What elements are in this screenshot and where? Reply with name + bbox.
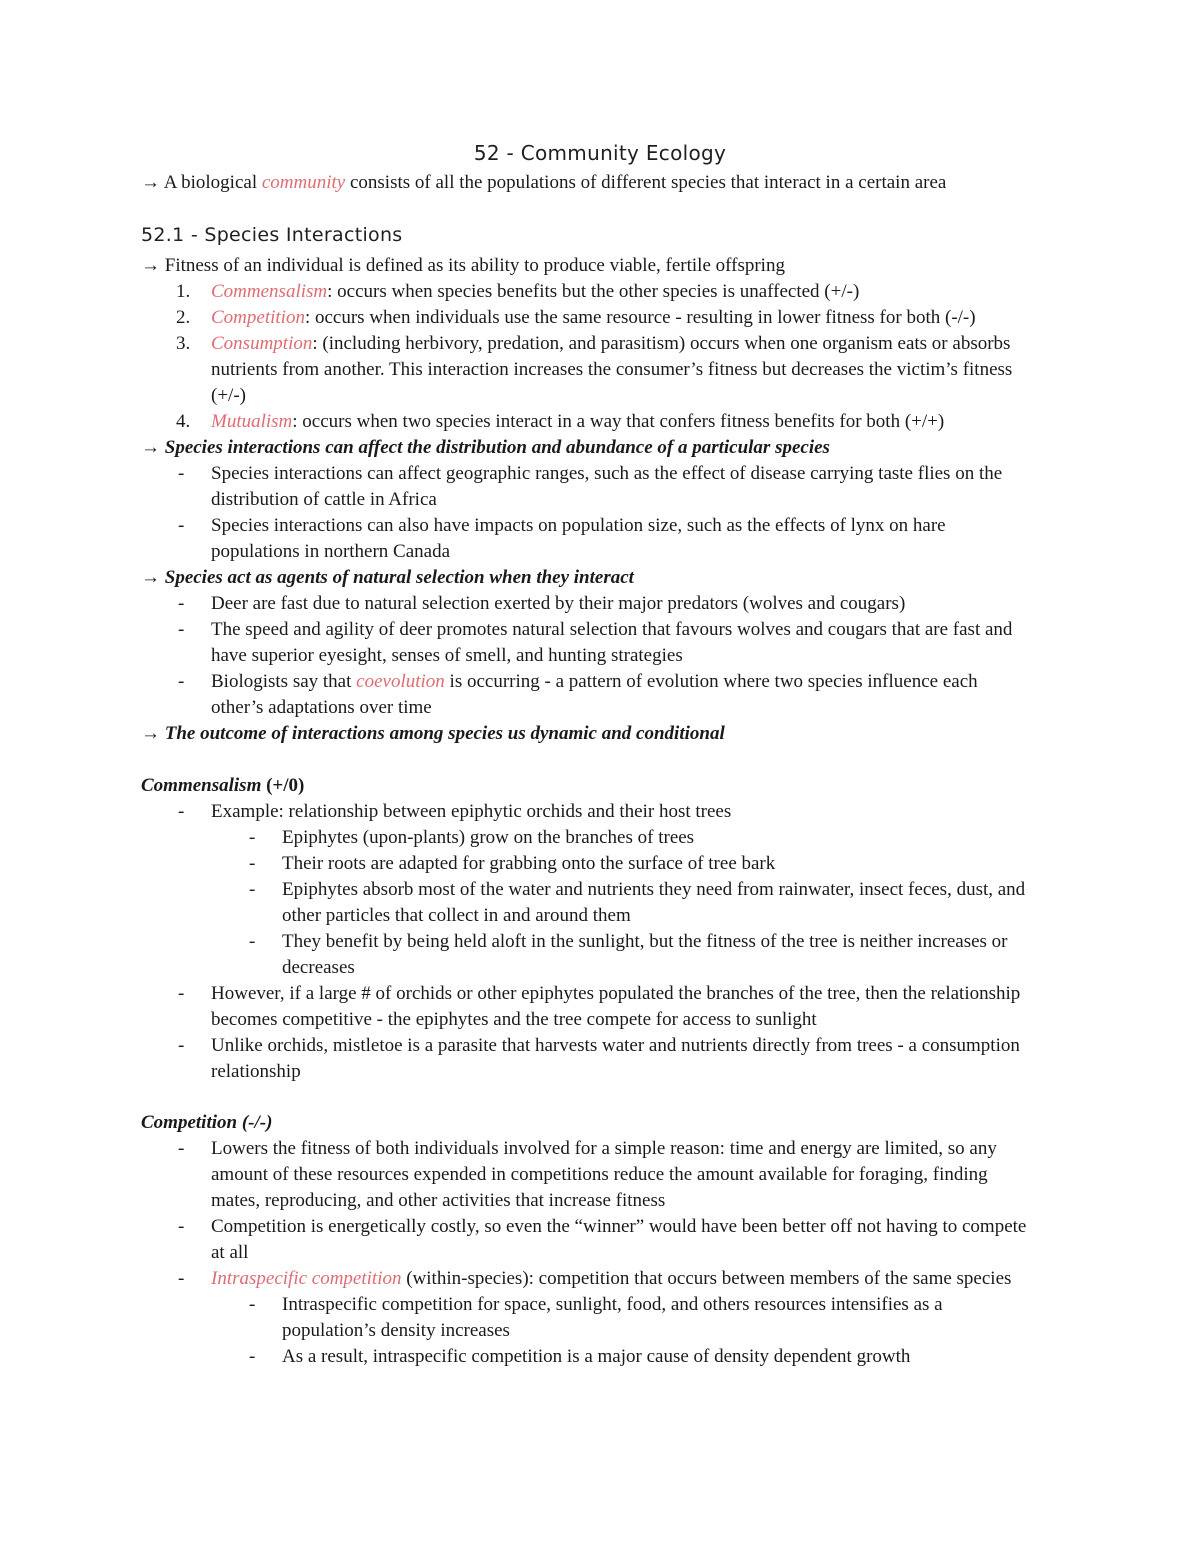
- bullet-dash: -: [178, 619, 185, 640]
- sub-bullet-text: As a result, intraspecific competition is a major cause of density dependent growth: [282, 1346, 911, 1367]
- subheading: → The outcome of interactions among species us dynamic and conditional: [141, 723, 725, 744]
- term-coevolution: coevolution: [356, 671, 445, 692]
- fitness-line: → Fitness of an individual is defined as its ability to produce viable, fertile offspring: [141, 255, 785, 276]
- bullet-text: relationship: [211, 1061, 301, 1082]
- sub-bullet-text: population’s density increases: [282, 1320, 510, 1341]
- bullet-text: Deer are fast due to natural selection exerted by their major predators (wolves and cougars): [211, 593, 906, 614]
- bullet-dash: -: [178, 1216, 185, 1237]
- term-competition: Competition: [211, 307, 305, 328]
- list-item-continued: (+/-): [211, 385, 246, 406]
- bullet-text: amount of these resources expended in competitions reduce the amount available for foraging, finding: [211, 1164, 988, 1185]
- list-item: Mutualism: occurs when two species interact in a way that confers fitness benefits for both (+/+): [211, 411, 945, 432]
- term-community: community: [261, 172, 346, 193]
- list-number: 2.: [176, 307, 191, 328]
- bullet-text: The speed and agility of deer promotes natural selection that favours wolves and cougars that are fast and: [211, 619, 1013, 640]
- sub-bullet-dash: -: [249, 879, 256, 900]
- term-intraspecific-competition: Intraspecific competition: [211, 1268, 402, 1289]
- list-item: Competition: occurs when individuals use the same resource - resulting in lower fitness for both (-/-): [211, 307, 976, 328]
- bullet-dash: -: [178, 593, 185, 614]
- list-item: Commensalism: occurs when species benefits but the other species is unaffected (+/-): [211, 281, 860, 302]
- term-consumption: Consumption: [211, 333, 313, 354]
- bullet-text: Unlike orchids, mistletoe is a parasite that harvests water and nutrients directly from trees - a consumption: [211, 1035, 1020, 1056]
- subheading: → Species interactions can affect the distribution and abundance of a particular species: [141, 437, 830, 458]
- subheading: → Species act as agents of natural selection when they interact: [141, 567, 634, 588]
- bullet-dash: -: [178, 983, 185, 1004]
- page-title: 52 - Community Ecology: [473, 141, 727, 165]
- bullet-dash: -: [178, 801, 185, 822]
- sub-bullet-dash: -: [249, 853, 256, 874]
- term-commensalism: Commensalism: [211, 281, 328, 302]
- bullet-text: mates, reproducing, and other activities that increase fitness: [211, 1190, 666, 1211]
- bullet-dash: -: [178, 1035, 185, 1056]
- bullet-dash: -: [178, 463, 185, 484]
- sub-bullet-text: Epiphytes absorb most of the water and nutrients they need from rainwater, insect feces, dust, and: [282, 879, 1026, 900]
- bullet-dash: -: [178, 1268, 185, 1289]
- section-title: 52.1 - Species Interactions: [141, 224, 403, 246]
- bullet-text: distribution of cattle in Africa: [211, 489, 437, 510]
- sub-bullet-dash: -: [249, 1346, 256, 1367]
- sub-bullet-text: Epiphytes (upon-plants) grow on the branches of trees: [282, 827, 695, 848]
- bullet-text: Lowers the fitness of both individuals involved for a simple reason: time and energy are limited, so any: [211, 1138, 997, 1159]
- sub-bullet-text: Intraspecific competition for space, sunlight, food, and others resources intensifies as a: [282, 1294, 943, 1315]
- bullet-text: other’s adaptations over time: [211, 697, 432, 718]
- bullet-text: Species interactions can affect geographic ranges, such as the effect of disease carrying taste flies on the: [211, 463, 1003, 484]
- competition-heading: Competition (-/-): [141, 1112, 273, 1133]
- sub-bullet-text: They benefit by being held aloft in the sunlight, but the fitness of the tree is neither increases or: [282, 931, 1008, 952]
- bullet-dash: -: [178, 671, 185, 692]
- bullet-text: Example: relationship between epiphytic orchids and their host trees: [211, 801, 732, 822]
- sub-bullet-dash: -: [249, 1294, 256, 1315]
- list-item: Consumption: (including herbivory, predation, and parasitism) occurs when one organism eats or absorbs: [211, 333, 1011, 354]
- intro-line: → A biological community consists of all the populations of different species that interact in a certain area: [141, 172, 947, 193]
- list-number: 1.: [176, 281, 191, 302]
- term-mutualism: Mutualism: [211, 411, 293, 432]
- commensalism-heading: Commensalism (+/0): [141, 775, 305, 796]
- sub-bullet-dash: -: [249, 931, 256, 952]
- sub-bullet-text: decreases: [282, 957, 355, 978]
- bullet-text: have superior eyesight, senses of smell, and hunting strategies: [211, 645, 683, 666]
- sub-bullet-text: other particles that collect in and around them: [282, 905, 631, 926]
- bullet-dash: -: [178, 515, 185, 536]
- bullet-text: Intraspecific competition (within-species): competition that occurs between members of the same species: [211, 1268, 1012, 1289]
- sub-bullet-dash: -: [249, 827, 256, 848]
- bullet-text: Biologists say that coevolution is occurring - a pattern of evolution where two species influence each: [211, 671, 978, 692]
- list-number: 4.: [176, 411, 191, 432]
- bullet-text: populations in northern Canada: [211, 541, 451, 562]
- bullet-text: at all: [211, 1242, 249, 1263]
- bullet-text: Competition is energetically costly, so even the “winner” would have been better off not having to compete: [211, 1216, 1027, 1237]
- bullet-text: Species interactions can also have impacts on population size, such as the effects of lynx on hare: [211, 515, 946, 536]
- bullet-text: becomes competitive - the epiphytes and the tree compete for access to sunlight: [211, 1009, 817, 1030]
- bullet-text: However, if a large # of orchids or other epiphytes populated the branches of the tree, then the relationship: [211, 983, 1021, 1004]
- list-item-continued: nutrients from another. This interaction increases the consumer’s fitness but decreases the victim’s fitness: [211, 359, 1013, 380]
- sub-bullet-text: Their roots are adapted for grabbing onto the surface of tree bark: [282, 853, 776, 874]
- bullet-dash: -: [178, 1138, 185, 1159]
- list-number: 3.: [176, 333, 191, 354]
